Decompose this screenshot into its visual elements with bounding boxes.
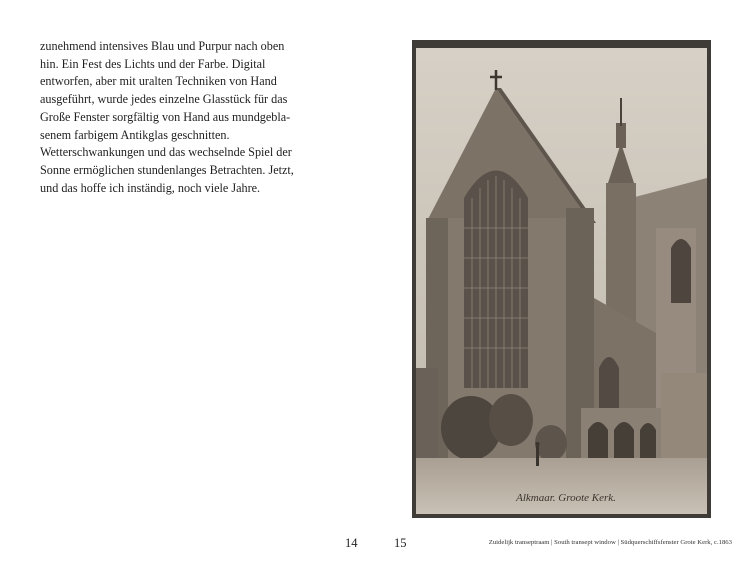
right-page [375, 0, 750, 564]
photo-frame [412, 40, 711, 518]
page-number-right: 15 [394, 536, 407, 550]
body-line: Große Fenster sorgfältig von Hand aus mundgebla- [40, 109, 291, 124]
body-line: und das hoffe ich inständig, noch viele Jahre. [40, 180, 261, 195]
body-line: Wetterschwankungen und das wechselnde Spiel der [40, 145, 292, 160]
body-line: ausgeführt, wurde jedes einzelne Glasstück für das [40, 92, 288, 107]
body-text [40, 38, 294, 197]
photo-caption: Zuidelijk transeptraam | South transept window | Südquerschiffsfenster Grote Kerk, c.1863 [488, 539, 732, 546]
body-line: zunehmend intensives Blau und Purpur nach oben [40, 39, 285, 53]
body-line: Sonne ermöglichen stundenlanges Betrachten. Jetzt, [40, 162, 294, 177]
photo-inscription: Alkmaar. Groote Kerk. [516, 492, 616, 504]
church-illustration [416, 48, 707, 514]
body-line: hin. Ein Fest des Lichts und der Farbe. Digital [40, 56, 266, 71]
page-number-left: 14 [345, 536, 358, 550]
body-line: entworfen, aber mit uralten Techniken von Hand [40, 74, 277, 89]
church-photograph [416, 48, 707, 514]
body-line: senem farbigem Antikglas geschnitten. [40, 127, 230, 142]
